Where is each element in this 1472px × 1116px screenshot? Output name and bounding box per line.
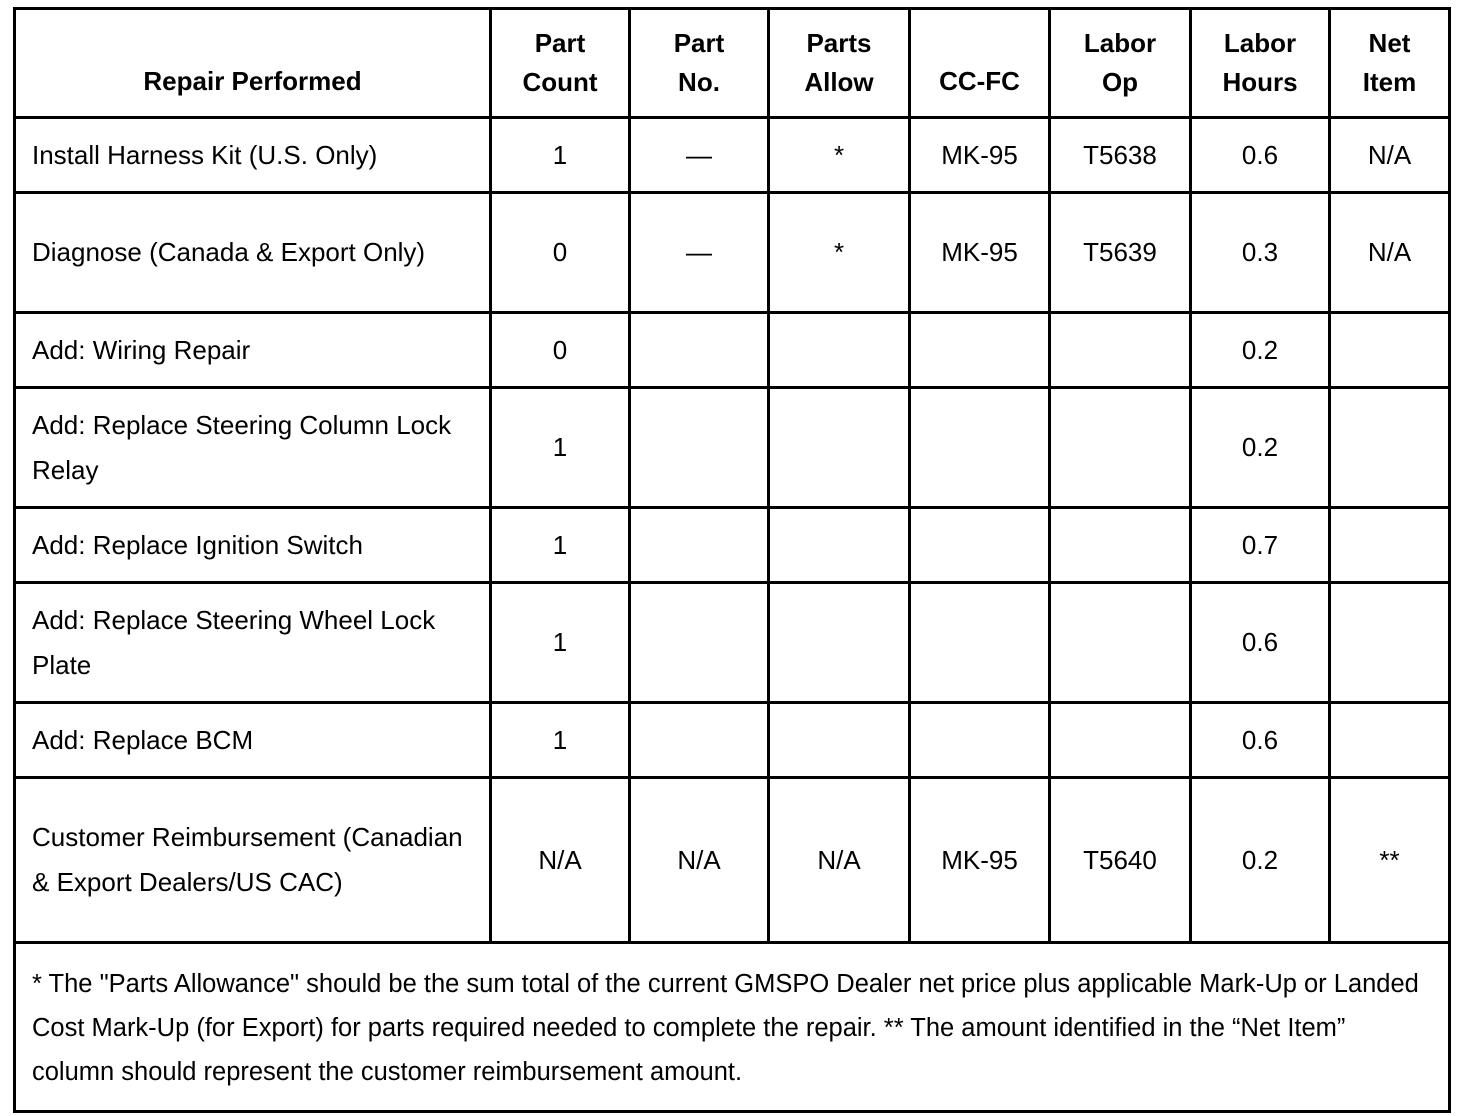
cell-part-no	[630, 313, 769, 388]
cell-part-no	[630, 508, 769, 583]
cell-parts-allow	[769, 508, 910, 583]
cell-labor-hours: 0.6	[1191, 118, 1330, 193]
cell-cc-fc: MK-95	[910, 118, 1050, 193]
cell-labor-op: T5638	[1050, 118, 1191, 193]
table-row	[15, 703, 1450, 778]
cell-net-item	[1330, 703, 1450, 778]
cell-labor-op	[1050, 703, 1191, 778]
cell-labor-op	[1050, 313, 1191, 388]
cell-labor-op	[1050, 508, 1191, 583]
cell-parts-allow	[769, 313, 910, 388]
cell-labor-hours: 0.6	[1191, 703, 1330, 778]
cell-parts-allow: N/A	[769, 778, 910, 943]
cell-labor-hours: 0.6	[1191, 583, 1330, 703]
cell-parts-allow	[769, 583, 910, 703]
cell-net-item: N/A	[1330, 193, 1450, 313]
header-labor-hours: Labor Hours	[1191, 9, 1330, 118]
footnote-row	[15, 943, 1450, 1112]
cell-part-no	[630, 703, 769, 778]
cell-cc-fc	[910, 313, 1050, 388]
cell-part-no: N/A	[630, 778, 769, 943]
cell-labor-hours: 0.2	[1191, 313, 1330, 388]
cell-labor-op	[1050, 388, 1191, 508]
cell-labor-hours: 0.2	[1191, 778, 1330, 943]
table-row	[15, 508, 1450, 583]
cell-repair: Add: Replace Steering Column Lock Relay	[15, 388, 491, 508]
cell-net-item	[1330, 388, 1450, 508]
cell-part-count: N/A	[491, 778, 630, 943]
table-row	[15, 583, 1450, 703]
cell-repair: Customer Reimbursement (Canadian & Export Dealers/US CAC)	[15, 778, 491, 943]
table-row	[15, 193, 1450, 313]
header-part-count: Part Count	[491, 9, 630, 118]
cell-repair: Add: Replace BCM	[15, 703, 491, 778]
cell-cc-fc: MK-95	[910, 193, 1050, 313]
footnote: * The "Parts Allowance" should be the sum total of the current GMSPO Dealer net price plus applicable Mark-Up or Landed Cost Mark-Up (for Export) for parts required needed to complete the repair. ** The amount identified in the “Net Item” column should represent the customer reimbursement amount.	[15, 943, 1450, 1112]
cell-parts-allow	[769, 703, 910, 778]
cell-cc-fc: MK-95	[910, 778, 1050, 943]
labor-table	[13, 7, 1451, 1113]
cell-cc-fc	[910, 388, 1050, 508]
cell-part-count: 1	[491, 388, 630, 508]
cell-part-no: —	[630, 193, 769, 313]
cell-part-count: 0	[491, 193, 630, 313]
cell-part-no: —	[630, 118, 769, 193]
header-parts-allow: Parts Allow	[769, 9, 910, 118]
cell-labor-hours: 0.3	[1191, 193, 1330, 313]
cell-labor-op: T5640	[1050, 778, 1191, 943]
table-row	[15, 388, 1450, 508]
cell-parts-allow: *	[769, 118, 910, 193]
table-row	[15, 118, 1450, 193]
header-labor-op: Labor Op	[1050, 9, 1191, 118]
header-row	[15, 9, 1450, 118]
cell-part-count: 1	[491, 583, 630, 703]
cell-part-count: 1	[491, 703, 630, 778]
cell-parts-allow: *	[769, 193, 910, 313]
cell-labor-hours: 0.7	[1191, 508, 1330, 583]
table-row	[15, 313, 1450, 388]
cell-net-item	[1330, 583, 1450, 703]
cell-parts-allow	[769, 388, 910, 508]
cell-part-count: 1	[491, 118, 630, 193]
cell-part-no	[630, 583, 769, 703]
cell-net-item	[1330, 508, 1450, 583]
cell-repair: Add: Wiring Repair	[15, 313, 491, 388]
cell-labor-op	[1050, 583, 1191, 703]
cell-net-item: N/A	[1330, 118, 1450, 193]
header-net-item: Net Item	[1330, 9, 1450, 118]
cell-labor-op: T5639	[1050, 193, 1191, 313]
header-repair-performed: Repair Performed	[15, 9, 491, 118]
table-row	[15, 778, 1450, 943]
header-part-no: Part No.	[630, 9, 769, 118]
cell-cc-fc	[910, 703, 1050, 778]
cell-repair: Diagnose (Canada & Export Only)	[15, 193, 491, 313]
cell-cc-fc	[910, 583, 1050, 703]
cell-repair: Add: Replace Ignition Switch	[15, 508, 491, 583]
cell-cc-fc	[910, 508, 1050, 583]
cell-labor-hours: 0.2	[1191, 388, 1330, 508]
cell-net-item	[1330, 313, 1450, 388]
cell-repair: Install Harness Kit (U.S. Only)	[15, 118, 491, 193]
cell-part-count: 0	[491, 313, 630, 388]
header-cc-fc: CC-FC	[910, 9, 1050, 118]
cell-part-no	[630, 388, 769, 508]
cell-repair: Add: Replace Steering Wheel Lock Plate	[15, 583, 491, 703]
cell-part-count: 1	[491, 508, 630, 583]
cell-net-item: **	[1330, 778, 1450, 943]
